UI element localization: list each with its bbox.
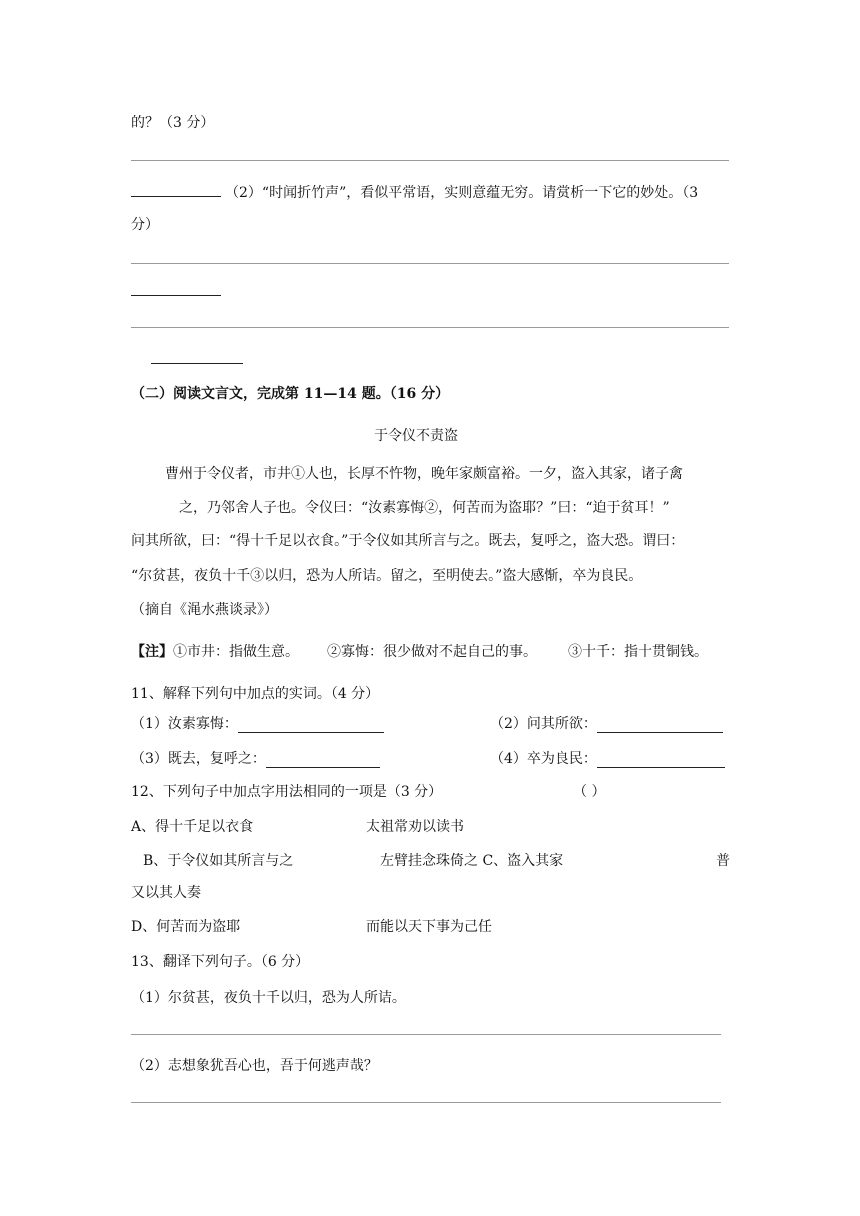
section-heading: （二）阅读文言文，完成第 11—14 题。（16 分） [131, 386, 450, 402]
answer-line[interactable] [131, 160, 729, 161]
q11-item: （3）既去，复呼之： [131, 751, 266, 767]
translation-item: （1）尔贫甚，夜负十千以归，恐为人所诘。 [131, 990, 406, 1006]
option-a: A、得十千足以衣食 [131, 819, 254, 835]
answer-blank[interactable] [266, 753, 380, 768]
answer-line[interactable] [131, 263, 729, 264]
answer-blank[interactable] [597, 753, 725, 768]
note-item: ②寡悔：很少做对不起自己的事。 [327, 644, 537, 660]
question-stem: 13、翻译下列句子。（6 分） [131, 954, 310, 970]
option-d-pair: 而能以天下事为己任 [366, 919, 492, 935]
q11-item: （2）问其所欲： [490, 716, 597, 732]
option-a-pair: 太祖常劝以读书 [366, 819, 464, 835]
note-item: ①市井：指做生意。 [173, 644, 299, 660]
answer-line[interactable] [131, 1034, 721, 1035]
passage-line: 曹州于令仪者，市井①人也，长厚不忤物，晚年家颇富裕。一夕，盗入其家，诸子禽 [165, 466, 683, 482]
passage-line: 之，乃邻舍人子也。令仪曰：“汝素寡悔②，何苦而为盗耶？”曰：“迫于贫耳！” [179, 500, 670, 516]
q11-item: （4）卒为良民： [490, 751, 597, 767]
passage-line: 问其所欲，曰：“得十千足以衣食。”于令仪如其所言与之。既去，复呼之，盗大恐。谓曰： [131, 533, 685, 549]
option-c-pair-cont: 又以其人奏 [131, 885, 201, 901]
passage-line: “尔贫甚，夜负十千③以归，恐为人所诘。留之，至明使去。”盗大感惭，卒为良民。 [131, 568, 643, 584]
passage-title: 于令仪不责盗 [374, 428, 458, 444]
translation-item: （2）志想象犹吾心也，吾于何逃声哉？ [131, 1058, 378, 1074]
option-b-pair: 左臂挂念珠倚之 C、盗入其家 [380, 853, 564, 869]
q10-part1-tail: 的？（3 分） [131, 115, 215, 131]
question-stem: 11、解释下列句中加点的实词。（4 分） [131, 686, 380, 702]
answer-line[interactable] [131, 1102, 721, 1103]
option-b: B、于令仪如其所言与之 [143, 853, 294, 869]
answer-line-short[interactable] [131, 295, 221, 296]
q10-part2: （2）“时闻折竹声”，看似平常语，实则意蕴无穷。请赏析一下它的妙处。（3 [225, 185, 699, 201]
passage-source: （摘自《渑水燕谈录》） [131, 602, 278, 618]
q10-part2-cont: 分） [131, 217, 159, 233]
answer-blank[interactable] [238, 718, 384, 733]
note-item: ③十千：指十贯铜钱。 [568, 644, 708, 660]
answer-line[interactable] [131, 327, 729, 328]
answer-paren[interactable]: （ ） [573, 784, 606, 800]
question-stem: 12、下列句子中加点字用法相同的一项是（3 分） [131, 784, 443, 800]
option-d: D、何苦而为盗耶 [131, 919, 241, 935]
option-c-pair: 普 [716, 853, 730, 869]
answer-line-short[interactable] [131, 196, 221, 197]
notes-label: 【注】 [131, 644, 173, 660]
q11-item: （1）汝素寡悔： [131, 716, 238, 732]
answer-blank[interactable] [597, 718, 723, 733]
answer-line-short[interactable] [151, 363, 243, 364]
